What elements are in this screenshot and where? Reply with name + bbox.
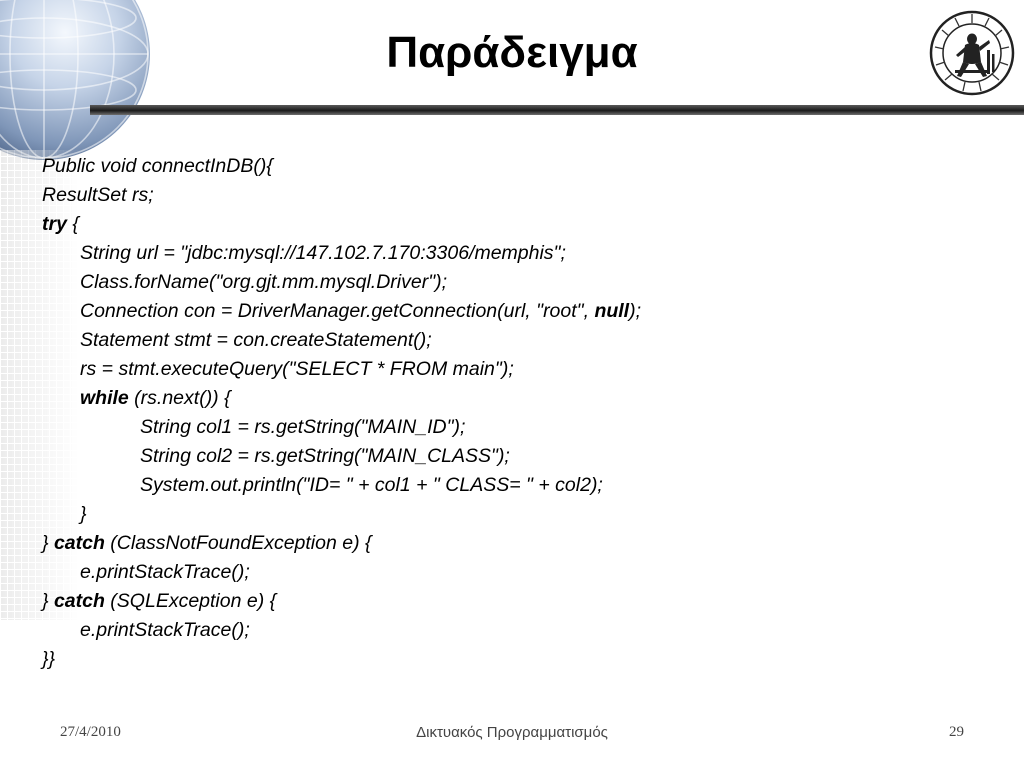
code-line: Class.forName("org.gjt.mm.mysql.Driver"); — [80, 271, 448, 293]
keyword: catch — [53, 532, 105, 554]
code-line: } catch (ClassNotFoundException e) { — [42, 532, 372, 554]
code-line: }} — [42, 648, 56, 670]
code-line: Connection con = DriverManager.getConnection(url, "root", null); — [80, 300, 642, 322]
code-line: while (rs.next()) { — [80, 387, 231, 409]
code-line: ResultSet rs; — [42, 184, 154, 206]
footer-date: 27/4/2010 — [60, 724, 121, 740]
keyword: catch — [53, 590, 105, 612]
code-line: Statement stmt = con.createStatement(); — [80, 329, 432, 351]
code-line: e.printStackTrace(); — [80, 619, 250, 641]
keyword: while — [80, 387, 129, 409]
code-line: String url = "jdbc:mysql://147.102.7.170:3306/memphis"; — [80, 242, 566, 264]
title-divider — [90, 105, 1024, 115]
code-line: rs = stmt.executeQuery("SELECT * FROM main"); — [80, 358, 514, 380]
code-line: try { — [42, 213, 79, 235]
code-line: System.out.println("ID= " + col1 + " CLASS= " + col2); — [140, 474, 603, 496]
slide-title: Παράδειγμα — [386, 28, 638, 77]
code-line: String col1 = rs.getString("MAIN_ID"); — [140, 416, 466, 438]
footer-course-name: Δικτυακός Προγραμματισμός — [416, 724, 608, 741]
globe-icon — [0, 0, 150, 160]
code-line: } catch (SQLException e) { — [42, 590, 277, 612]
code-line: e.printStackTrace(); — [80, 561, 250, 583]
university-seal-icon — [929, 10, 1015, 96]
keyword: null — [594, 300, 630, 322]
code-line: } — [80, 503, 87, 525]
footer-page-number: 29 — [949, 724, 964, 740]
code-block — [42, 152, 641, 674]
keyword: try — [42, 213, 67, 235]
code-line: Public void connectInDB(){ — [42, 155, 273, 177]
code-line: String col2 = rs.getString("MAIN_CLASS"); — [140, 445, 510, 467]
